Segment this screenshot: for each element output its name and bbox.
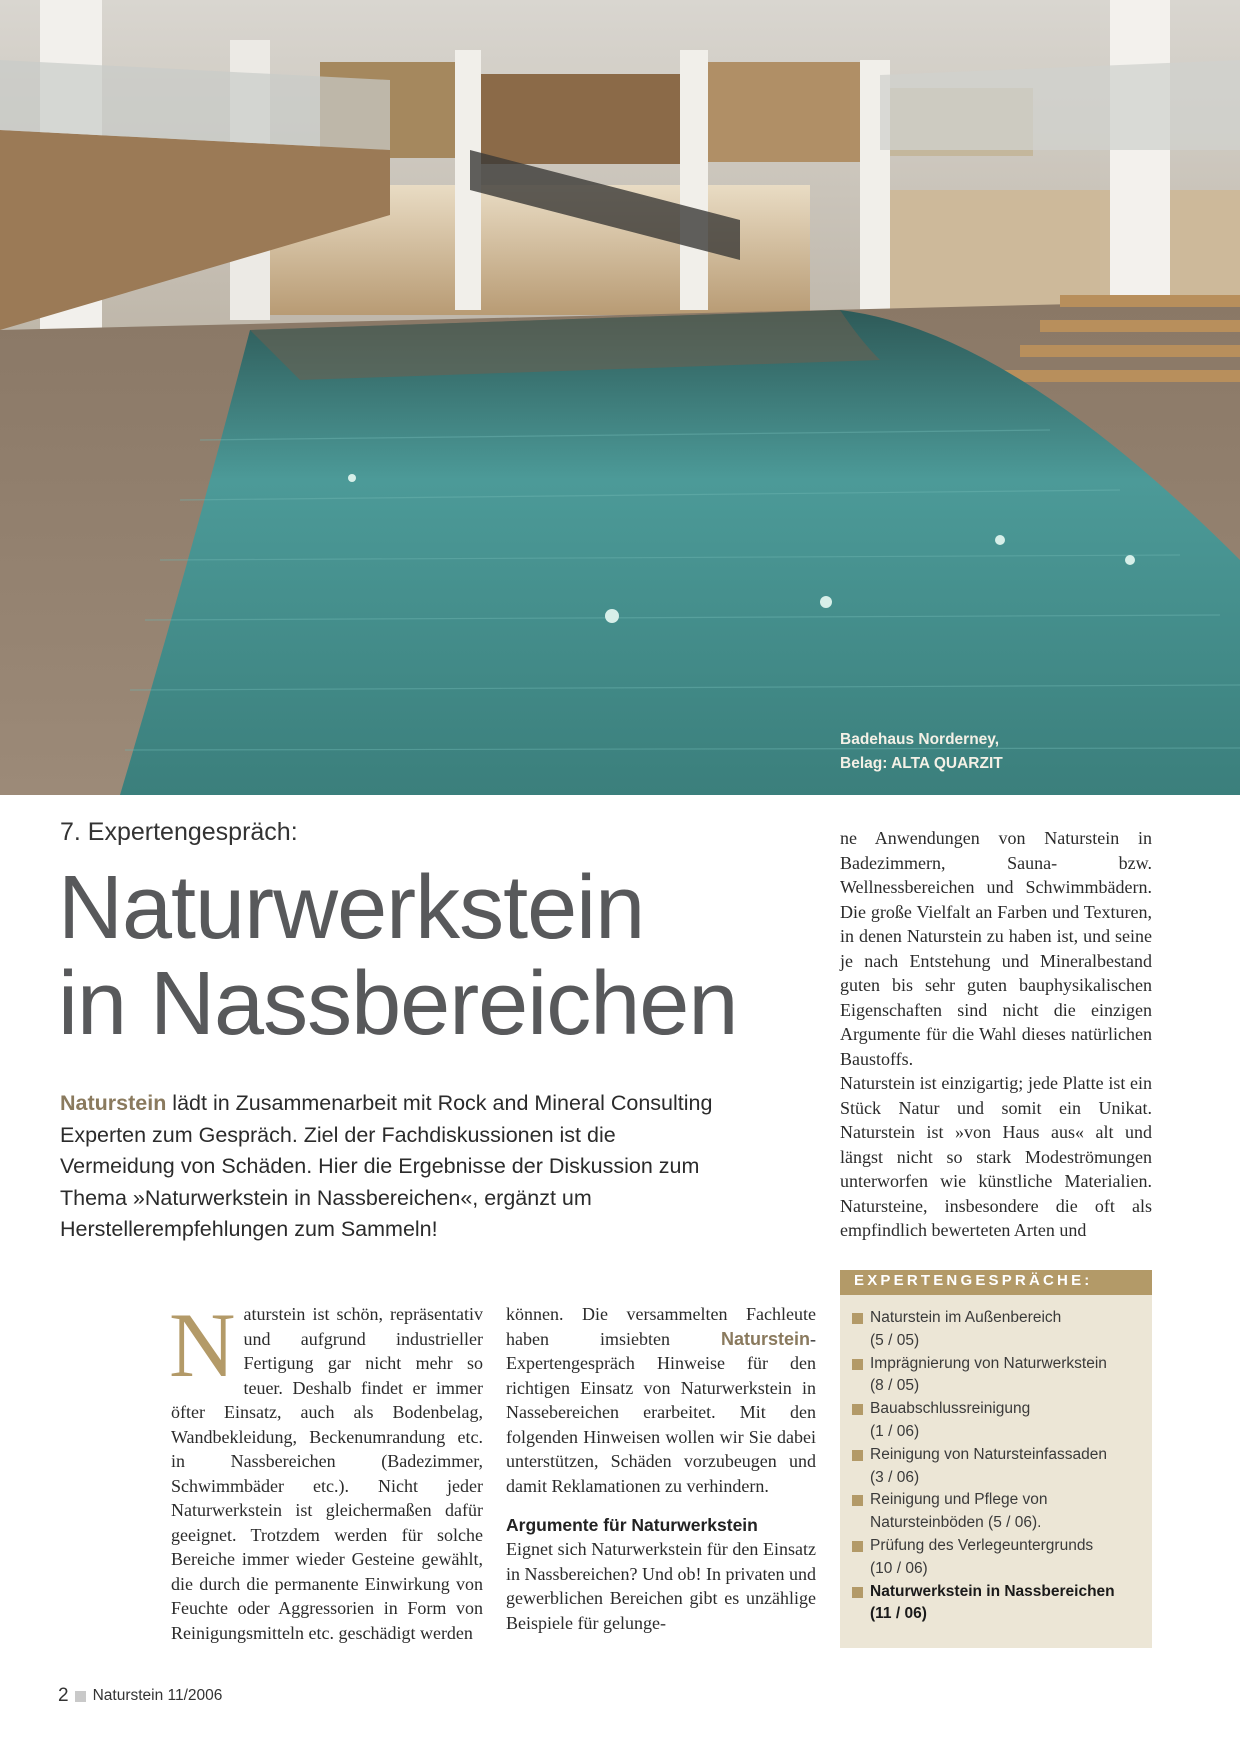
sidebar-heading: EXPERTENGESPRÄCHE: — [840, 1270, 1152, 1295]
item-title: Bauabschlussreinigung — [870, 1400, 1031, 1418]
item-title: Prüfung des Verlegeuntergrunds — [870, 1536, 1094, 1554]
title-line-2: in Nassbereichen — [58, 954, 738, 1054]
item-title: Reinigung und Pflege von — [870, 1491, 1048, 1509]
lead-brand: Naturstein — [60, 1091, 167, 1115]
photo-caption — [840, 728, 1003, 776]
inline-brand: Naturstein — [720, 1328, 810, 1349]
column-2-paragraph-2: Eignet sich Naturwerkstein für den Einsatz in Nassbereichen? Und ob! In privaten und gewerblichen Bereichen gibt es unzählige Beispiele für gelunge- — [506, 1539, 816, 1633]
column-2-text-a: können. Die versammelten Fachleute haben imsiebten — [506, 1304, 816, 1349]
lead-text: lädt in Zusammenarbeit mit Rock and Mineral Consulting Experten zum Gespräch. Ziel der Fachdiskussionen ist die Vermeidung von Schäden. Hier die Ergebnisse der Diskussion zum Thema »Naturwerkstein in Nassbereichen«, ergänzt um Herstellerempfehlungen zum Sammeln! — [60, 1091, 713, 1241]
intro-text: aturstein ist schön, repräsentativ und aufgrund industrieller Fertigung gar nicht mehr so teuer. Deshalb findet er immer öfter Einsatz, auch als Bodenbelag, Wandbekleidung, Beckenumrandung etc. in Nassbereichen (Badezimmer, Schwimmbäder etc.). Nicht jeder Naturwerkstein ist gleichermaßen dafür geeignet. Trotzdem werden für solche Bereiche immer wieder Gesteine gewählt, die durch die permanente Einwirkung von Feuchte oder Aggressorien in Form von Reinigungsmitteln etc. geschädigt werden — [171, 1304, 483, 1643]
item-title: Naturstein im Außenbereich — [870, 1309, 1062, 1326]
article-kicker: 7. Expertengespräch: — [60, 818, 298, 846]
article-title — [58, 860, 737, 1052]
bullet-square-icon — [852, 1313, 863, 1324]
intro-paragraph — [169, 1294, 483, 1645]
title-line-1: Naturwerkstein — [58, 858, 645, 958]
column-2-text-b: -Expertengespräch Hinweise für den richtigen Einsatz von Naturwerkstein in Nassebereichen erarbeitet. Mit den folgenden Hinweisen wollen wir Sie dabei unterstützen, Schäden vorzubeugen und damit Reklamationen zu verhindern. — [506, 1328, 816, 1496]
item-title: Reinigung von Natursteinfassaden — [870, 1445, 1107, 1463]
item-issue: (8 / 05) — [870, 1377, 920, 1395]
series-list — [840, 1295, 1152, 1626]
bullet-square-icon — [852, 1587, 863, 1598]
list-item-current — [852, 1581, 1138, 1627]
caption-line-1: Badehaus Norderney, — [840, 731, 1000, 748]
list-item — [852, 1307, 1138, 1353]
series-sidebar — [840, 1270, 1152, 1648]
section-subhead: Argumente für Naturwerkstein — [506, 1515, 758, 1535]
caption-line-2: Belag: ALTA QUARZIT — [840, 755, 1003, 772]
list-item — [852, 1535, 1138, 1581]
publication-info: Naturstein 11/2006 — [92, 1687, 223, 1704]
item-title: Naturwerkstein in Nassbereichen — [870, 1582, 1115, 1600]
drop-cap: N — [169, 1294, 236, 1396]
column-3-paragraph-2: Naturstein ist einzigartig; jede Platte ist ein Stück Natur und somit ein Unikat. Naturstein ist »von Haus aus« alt und längst nicht so stark Modeströmungen unterworfen wie künstliche Materialien. Natursteine, insbesondere die oft als empfindlich bewerteten Arten und — [840, 1073, 1152, 1240]
list-item — [852, 1398, 1138, 1444]
bullet-square-icon — [852, 1541, 863, 1552]
list-item — [852, 1353, 1138, 1399]
column-3-paragraph-1: ne Anwendungen von Naturstein in Badezimmern, Sauna- bzw. Wellnessbereichen und Schwimmbädern. Die große Vielfalt an Farben und Texturen, in denen Naturstein zu haben ist, und seine je nach Entstehung und Mineralbestand guten bis sehr guten bauphysikalischen Eigenschaften sind nicht die einzigen Argumente für die Wahl dieses natürlichen Baustoffs. — [840, 828, 1152, 1069]
bullet-square-icon — [852, 1359, 863, 1370]
item-issue: (5 / 05) — [870, 1331, 920, 1349]
list-item — [852, 1444, 1138, 1490]
lead-paragraph — [60, 1088, 720, 1246]
footer-square-icon — [75, 1691, 86, 1702]
item-issue: (10 / 06) — [870, 1559, 928, 1577]
list-item — [852, 1489, 1138, 1535]
page-number: 2 — [58, 1685, 69, 1706]
item-issue: (11 / 06) — [870, 1605, 927, 1623]
body-column-1 — [169, 1294, 483, 1645]
body-column-2 — [506, 1302, 816, 1635]
item-issue: Natursteinböden (5 / 06). — [870, 1514, 1042, 1532]
item-title: Imprägnierung von Naturwerkstein — [870, 1354, 1107, 1372]
bullet-square-icon — [852, 1404, 863, 1415]
item-issue: (1 / 06) — [870, 1422, 920, 1440]
column-2-paragraph — [506, 1302, 816, 1498]
pool-hall-illustration — [0, 0, 1240, 795]
bullet-square-icon — [852, 1450, 863, 1461]
page-footer — [58, 1685, 222, 1707]
body-column-3 — [840, 826, 1152, 1243]
item-issue: (3 / 06) — [870, 1468, 920, 1486]
hero-photo — [0, 0, 1240, 795]
bullet-square-icon — [852, 1495, 863, 1506]
